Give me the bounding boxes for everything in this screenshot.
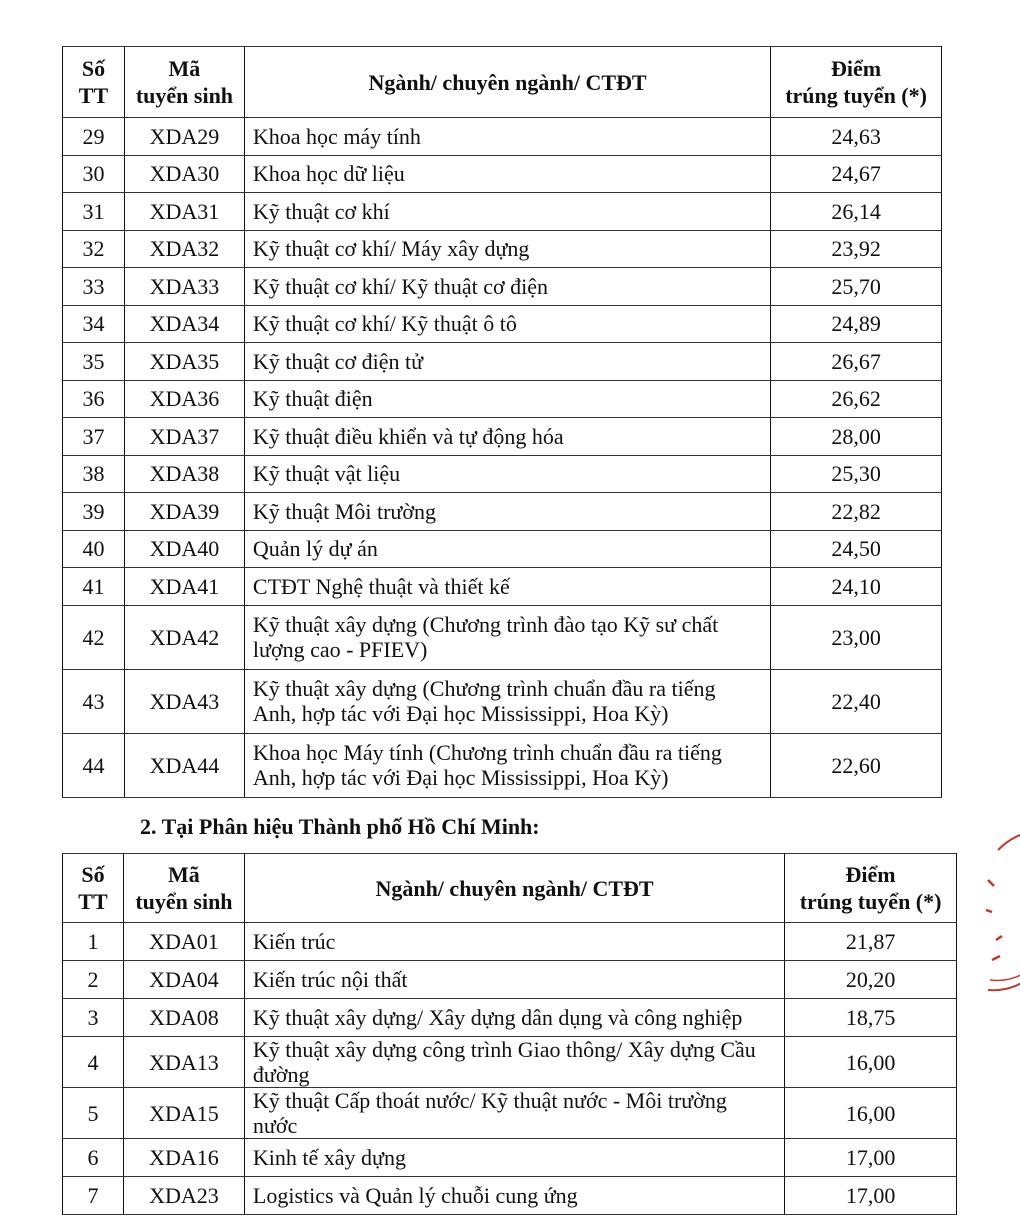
cell-diem: 24,63 bbox=[771, 118, 942, 156]
header-nganh: Ngành/ chuyên ngành/ CTĐT bbox=[244, 47, 770, 118]
table-row bbox=[63, 1139, 957, 1177]
cell-diem: 26,14 bbox=[771, 193, 942, 231]
cell-stt: 30 bbox=[63, 155, 125, 193]
cell-ma: XDA43 bbox=[124, 669, 244, 733]
cell-nganh: Kỹ thuật xây dựng (Chương trình chuẩn đầu ra tiếng Anh, hợp tác với Đại học Mississippi, Hoa Kỳ) bbox=[244, 669, 770, 733]
header-stt bbox=[63, 47, 125, 118]
cell-stt: 6 bbox=[63, 1139, 124, 1177]
cell-stt: 44 bbox=[63, 733, 125, 797]
cell-ma: XDA15 bbox=[123, 1088, 244, 1139]
table-row bbox=[63, 568, 942, 606]
header-stt-line1: Số bbox=[81, 56, 106, 81]
cell-stt: 39 bbox=[63, 493, 125, 531]
header-diem-line2: trúng tuyển (*) bbox=[799, 889, 942, 914]
section-2-heading: 2. Tại Phân hiệu Thành phố Hồ Chí Minh: bbox=[140, 814, 540, 839]
table-row bbox=[63, 1088, 957, 1139]
header-stt-line2: TT bbox=[78, 83, 109, 108]
table-header-row bbox=[63, 854, 957, 923]
cell-ma: XDA33 bbox=[124, 268, 244, 306]
cell-stt: 43 bbox=[63, 669, 125, 733]
cell-diem: 17,00 bbox=[785, 1139, 957, 1177]
header-stt bbox=[63, 854, 124, 923]
page-continuation-fragment bbox=[160, 1204, 940, 1215]
cell-nganh: Khoa học Máy tính (Chương trình chuẩn đầu ra tiếng Anh, hợp tác với Đại học Mississippi, Hoa Kỳ) bbox=[244, 733, 770, 797]
cell-nganh: Kỹ thuật cơ khí/ Kỹ thuật cơ điện bbox=[244, 268, 770, 306]
cell-nganh: CTĐT Nghệ thuật và thiết kế bbox=[244, 568, 770, 606]
table-1-body bbox=[63, 118, 942, 798]
header-nganh: Ngành/ chuyên ngành/ CTĐT bbox=[244, 854, 784, 923]
table-row bbox=[63, 230, 942, 268]
cell-ma: XDA34 bbox=[124, 305, 244, 343]
cell-stt: 42 bbox=[63, 605, 125, 669]
cell-diem: 16,00 bbox=[785, 1037, 957, 1088]
cell-ma: XDA38 bbox=[124, 455, 244, 493]
cell-stt: 33 bbox=[63, 268, 125, 306]
table-row bbox=[63, 343, 942, 381]
cell-diem: 17,00 bbox=[785, 1177, 957, 1215]
cell-nganh: Logistics và Quản lý chuỗi cung ứng bbox=[244, 1177, 784, 1215]
cell-diem: 24,10 bbox=[771, 568, 942, 606]
table-row bbox=[63, 118, 942, 156]
cell-stt: 7 bbox=[63, 1177, 124, 1215]
cell-diem: 22,60 bbox=[771, 733, 942, 797]
cell-diem: 28,00 bbox=[771, 418, 942, 456]
table-row bbox=[63, 999, 957, 1037]
cell-stt: 2 bbox=[63, 961, 124, 999]
table-row bbox=[63, 418, 942, 456]
cell-diem: 22,40 bbox=[771, 669, 942, 733]
table-row bbox=[63, 305, 942, 343]
admission-table-1 bbox=[62, 46, 942, 798]
cell-nganh: Kỹ thuật cơ khí/ Kỹ thuật ô tô bbox=[244, 305, 770, 343]
table-row bbox=[63, 493, 942, 531]
cell-diem: 26,62 bbox=[771, 380, 942, 418]
header-stt-line2: TT bbox=[78, 889, 108, 914]
cell-nganh: Khoa học máy tính bbox=[244, 118, 770, 156]
cell-ma: XDA37 bbox=[124, 418, 244, 456]
cell-stt: 38 bbox=[63, 455, 125, 493]
cell-ma: XDA29 bbox=[124, 118, 244, 156]
cell-nganh: Kỹ thuật xây dựng công trình Giao thông/ Xây dựng Cầu đường bbox=[244, 1037, 784, 1088]
header-ma-line2: tuyển sinh bbox=[135, 83, 234, 108]
cell-diem: 23,00 bbox=[771, 605, 942, 669]
header-ma-line2: tuyển sinh bbox=[135, 889, 233, 914]
cell-nganh: Kinh tế xây dựng bbox=[244, 1139, 784, 1177]
cell-diem: 24,50 bbox=[771, 530, 942, 568]
header-ma bbox=[123, 854, 244, 923]
cell-nganh: Kỹ thuật cơ điện tử bbox=[244, 343, 770, 381]
table-header-row bbox=[63, 47, 942, 118]
header-diem bbox=[771, 47, 942, 118]
cell-stt: 35 bbox=[63, 343, 125, 381]
table-row bbox=[63, 380, 942, 418]
cell-ma: XDA36 bbox=[124, 380, 244, 418]
cell-ma: XDA16 bbox=[123, 1139, 244, 1177]
cell-nganh: Kỹ thuật vật liệu bbox=[244, 455, 770, 493]
table-row bbox=[63, 669, 942, 733]
table-row bbox=[63, 193, 942, 231]
cell-diem: 25,70 bbox=[771, 268, 942, 306]
cell-ma: XDA01 bbox=[123, 923, 244, 961]
cell-ma: XDA31 bbox=[124, 193, 244, 231]
cell-diem: 20,20 bbox=[785, 961, 957, 999]
cell-nganh: Quản lý dự án bbox=[244, 530, 770, 568]
cell-stt: 3 bbox=[63, 999, 124, 1037]
cell-ma: XDA30 bbox=[124, 155, 244, 193]
table-row bbox=[63, 961, 957, 999]
cell-stt: 4 bbox=[63, 1037, 124, 1088]
cell-stt: 37 bbox=[63, 418, 125, 456]
cell-nganh: Kiến trúc bbox=[244, 923, 784, 961]
header-ma bbox=[124, 47, 244, 118]
cell-ma: XDA04 bbox=[123, 961, 244, 999]
cell-nganh: Khoa học dữ liệu bbox=[244, 155, 770, 193]
admission-table-2 bbox=[62, 853, 957, 1215]
cell-nganh: Kỹ thuật điều khiển và tự động hóa bbox=[244, 418, 770, 456]
cell-nganh: Kiến trúc nội thất bbox=[244, 961, 784, 999]
cell-diem: 16,00 bbox=[785, 1088, 957, 1139]
table-row bbox=[63, 268, 942, 306]
cell-ma: XDA44 bbox=[124, 733, 244, 797]
cell-ma: XDA08 bbox=[123, 999, 244, 1037]
cell-stt: 29 bbox=[63, 118, 125, 156]
table-row bbox=[63, 455, 942, 493]
cell-ma: XDA32 bbox=[124, 230, 244, 268]
header-ma-line1: Mã bbox=[168, 56, 201, 81]
cell-diem: 24,89 bbox=[771, 305, 942, 343]
cell-ma: XDA41 bbox=[124, 568, 244, 606]
table-2-body bbox=[63, 923, 957, 1215]
cell-stt: 41 bbox=[63, 568, 125, 606]
cell-nganh: Kỹ thuật cơ khí bbox=[244, 193, 770, 231]
cell-ma: XDA39 bbox=[124, 493, 244, 531]
cell-ma: XDA35 bbox=[124, 343, 244, 381]
cell-stt: 5 bbox=[63, 1088, 124, 1139]
cell-ma: XDA23 bbox=[123, 1177, 244, 1215]
cell-stt: 36 bbox=[63, 380, 125, 418]
table-row bbox=[63, 1037, 957, 1088]
cell-stt: 1 bbox=[63, 923, 124, 961]
header-ma-line1: Mã bbox=[168, 862, 200, 887]
cell-stt: 40 bbox=[63, 530, 125, 568]
cell-nganh: Kỹ thuật điện bbox=[244, 380, 770, 418]
header-stt-line1: Số bbox=[81, 862, 105, 887]
cell-nganh: Kỹ thuật xây dựng/ Xây dựng dân dụng và công nghiệp bbox=[244, 999, 784, 1037]
cell-diem: 18,75 bbox=[785, 999, 957, 1037]
table-row bbox=[63, 923, 957, 961]
cell-stt: 34 bbox=[63, 305, 125, 343]
table-row bbox=[63, 605, 942, 669]
cell-diem: 26,67 bbox=[771, 343, 942, 381]
table-row bbox=[63, 733, 942, 797]
cell-stt: 31 bbox=[63, 193, 125, 231]
cell-diem: 25,30 bbox=[771, 455, 942, 493]
cell-nganh: Kỹ thuật Cấp thoát nước/ Kỹ thuật nước - Môi trường nước bbox=[244, 1088, 784, 1139]
cell-diem: 21,87 bbox=[785, 923, 957, 961]
header-diem-line1: Điểm bbox=[831, 56, 882, 81]
cell-ma: XDA42 bbox=[124, 605, 244, 669]
cell-diem: 22,82 bbox=[771, 493, 942, 531]
cell-diem: 24,67 bbox=[771, 155, 942, 193]
cell-nganh: Kỹ thuật cơ khí/ Máy xây dựng bbox=[244, 230, 770, 268]
header-diem-line1: Điểm bbox=[845, 862, 896, 887]
cell-stt: 32 bbox=[63, 230, 125, 268]
cell-ma: XDA40 bbox=[124, 530, 244, 568]
cell-ma: XDA13 bbox=[123, 1037, 244, 1088]
table-row bbox=[63, 155, 942, 193]
cell-diem: 23,92 bbox=[771, 230, 942, 268]
cell-nganh: Kỹ thuật Môi trường bbox=[244, 493, 770, 531]
header-diem bbox=[785, 854, 957, 923]
header-diem-line2: trúng tuyển (*) bbox=[785, 83, 927, 108]
table-row bbox=[63, 530, 942, 568]
cell-nganh: Kỹ thuật xây dựng (Chương trình đào tạo Kỹ sư chất lượng cao - PFIEV) bbox=[244, 605, 770, 669]
red-seal-stamp bbox=[978, 820, 1020, 1000]
